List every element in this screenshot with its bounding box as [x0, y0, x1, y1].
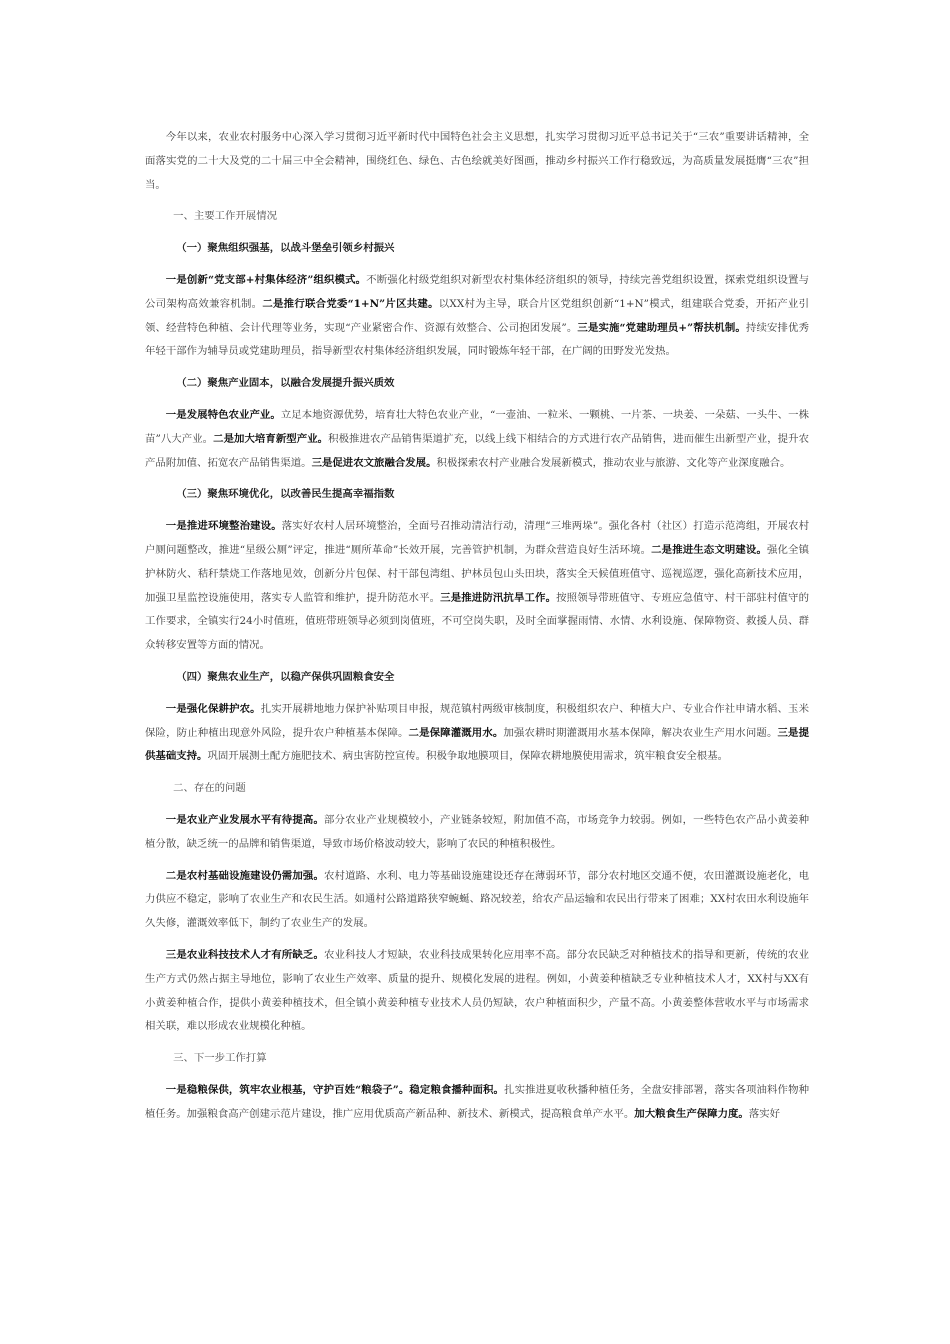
point-1: 一是创新“党支部+村集体经济”组织模式。: [165, 273, 367, 286]
point-1: 一是发展特色农业产业。: [165, 408, 281, 421]
point-2-text: 加强农耕时期灌溉用水基本保障，解决农业生产用水问题。: [503, 726, 778, 739]
problem-2-paragraph: [145, 865, 809, 936]
problem-2-text: 农村道路、水利、电力等基础设施建设还存在薄弱环节，部分农村地区交通不便，农田灌溉设施老化，电力供应不稳定，影响了农业生产和农民生活。如通村公路道路狭窄蜿蜒、路况较差，给农产品运输和农民出行带来了困难；XX村农田水利设施年久失修，灌溉效率低下，制约了农业生产的发展。: [145, 869, 809, 930]
plan-1-subpoint-text: 落实好: [748, 1107, 781, 1120]
subsection-2-paragraph: [145, 404, 809, 475]
point-2: 二是推行联合党委“1+N”片区共建。: [262, 297, 439, 310]
section-2-heading: 二、存在的问题: [173, 782, 246, 795]
point-3: 三是推进防汛抗旱工作。: [440, 591, 557, 604]
section-1-heading: 一、主要工作开展情况: [173, 210, 277, 223]
point-3-text: 按照领导带班值守、专班应急值守、村干部驻村值守的工作要求，全镇实行24小时值班，值班带班领导必须到岗值班，不可空岗失职，及时全面掌握雨情、水情、水利设施、保障物资、救援人员、群众转移安置等方面的情况。: [145, 591, 810, 652]
problem-1-paragraph: [145, 809, 809, 857]
point-1-text: 扎实开展耕地地力保护补贴项目申报，规范镇村两级审核制度，积极组织农户、种植大户、专业合作社申请水稻、玉米保险，防止种植出现意外风险，提升农户种植基本保障。: [145, 702, 809, 739]
subsection-1-heading: （一）聚焦组织强基，以战斗堡垒引领乡村振兴: [176, 242, 395, 255]
problem-3: 三是农业科技技术人才有所缺乏。: [165, 948, 324, 961]
plan-1: 一是稳粮保供，筑牢农业根基，守护百姓“粮袋子”。稳定粮食播种面积。: [165, 1083, 505, 1096]
problem-3-text: 农业科技人才短缺，农业科技成果转化应用率不高。部分农民缺乏对种植技术的指导和更新，传统的农业生产方式仍然占据主导地位，影响了农业生产效率、质量的提升、规模化发展的进程。例如，小黄姜种植缺乏专业种植技术人才，XX村与XX有小黄姜种植合作，提供小黄姜种植技术，但全镇小黄姜种植专业技术人员仍短缺，农户种植面积少，产量不高。小黄姜整体营收水平与市场需求相关联，难以形成农业规模化种植。: [145, 948, 809, 1033]
point-3: 三是提供基础支持。: [145, 726, 809, 763]
intro-text: 今年以来，农业农村服务中心深入学习贯彻习近平新时代中国特色社会主义思想，扎实学习贯彻习近平总书记关于“三农”重要讲话精神，全面落实党的二十大及党的二十届三中全会精神，围绕红色、绿色、古色绘就美好图画，推动乡村振兴工作行稳致远，为高质量发展挺膺“三农”担当。: [145, 131, 809, 191]
point-3: 三是促进农文旅融合发展。: [311, 456, 437, 469]
plan-1-paragraph: [145, 1079, 809, 1127]
problem-2: 二是农村基础设施建设仍需加强。: [165, 869, 324, 882]
subsection-2-heading: （二）聚焦产业固本，以融合发展提升振兴质效: [176, 377, 395, 390]
problem-3-paragraph: [145, 944, 809, 1039]
point-1: 一是推进环境整治建设。: [165, 520, 282, 533]
subsection-3-paragraph: [145, 515, 809, 658]
point-1-text: 落实好农村人居环境整治，全面号召推动清洁行动，清理“三堆两垛”。强化各村（社区）打造示范湾组，开展农村户厕问题整改，推进“星级公厕”评定，推进“厕所革命”长效开展，完善管护机制，为群众营造良好生活环境。: [145, 520, 810, 556]
subsection-1-paragraph: [145, 269, 809, 364]
point-2: 二是保障灌溉用水。: [408, 726, 504, 739]
subsection-4-paragraph: [145, 698, 809, 769]
point-3-text: 持续安排优秀年轻干部作为辅导员或党建助理员，指导新型农村集体经济组织发展，同时锻炼年轻干部，在广阔的田野发光发热。: [145, 321, 810, 358]
point-1-text: 立足本地资源优势，培育壮大特色农业产业，“一壶油、一粒米、一颗桃、一片茶、一块姜、一朵菇、一头牛、一株苗”八大产业。: [145, 408, 810, 445]
point-2-text: 以XX村为主导，联合片区党组织创新“1+N”模式，组建联合党委，开拓产业引领、经营特色种植、会计代理等业务，实现“产业紧密合作、资源有效整合、公司抱团发展”。: [145, 297, 809, 334]
subsection-3-heading: （三）聚焦环境优化，以改善民生提高幸福指数: [176, 488, 395, 501]
point-2-text: 强化全镇护林防火、秸秆禁烧工作落地见效，创新分片包保、村干部包湾组、护林员包山头田块，落实全天候值班值守、巡视巡逻，强化高新技术应用，加强卫星监控设施使用，落实专人监管和维护，提升防范水平。: [145, 543, 809, 604]
point-3-text: 巩固开展测土配方施肥技术、病虫害防控宣传。积极争取地膜项目，保障农耕地膜使用需求，筑牢粮食安全根基。: [207, 750, 728, 763]
section-3-heading: 三、下一步工作打算: [173, 1052, 267, 1065]
point-2-text: 积极推进农产品销售渠道扩充，以线上线下相结合的方式进行农产品销售，进而催生出新型产业，提升农产品附加值、拓宽农产品销售渠道。: [145, 432, 810, 469]
point-2: 二是加大培育新型产业。: [213, 432, 329, 445]
point-1: 一是强化保耕护农。: [165, 702, 261, 715]
problem-1-text: 部分农业产业规模较小，产业链条较短，附加值不高，市场竞争力较弱。例如，一些特色农产品小黄姜种植分散，缺乏统一的品牌和销售渠道，导致市场价格波动较大，影响了农民的种植积极性。: [145, 813, 809, 850]
intro-paragraph: [145, 126, 809, 197]
point-1-text: 不断强化村级党组织对新型农村集体经济组织的领导，持续完善党组织设置，探索党组织设置与公司架构高效兼容机制。: [145, 273, 809, 310]
document-page: [145, 126, 809, 1134]
point-3-text: 积极探索农村产业融合发展新模式，推动农业与旅游、文化等产业深度融合。: [436, 456, 791, 469]
point-3: 三是实施“党建助理员+”帮扶机制。: [577, 321, 746, 334]
plan-1-text: 扎实推进夏收秋播种植任务，全盘安排部署，落实各项油料作物种植任务。加强粮食高产创建示范片建设，推广应用优质高产新品种、新技术、新模式，提高粮食单产水平。: [145, 1083, 809, 1120]
plan-1-subpoint: 加大粮食生产保障力度。: [634, 1107, 749, 1120]
problem-1: 一是农业产业发展水平有待提高。: [165, 813, 324, 826]
point-2: 二是推进生态文明建设。: [651, 543, 767, 556]
subsection-4-heading: （四）聚焦农业生产，以稳产保供巩固粮食安全: [176, 670, 395, 683]
